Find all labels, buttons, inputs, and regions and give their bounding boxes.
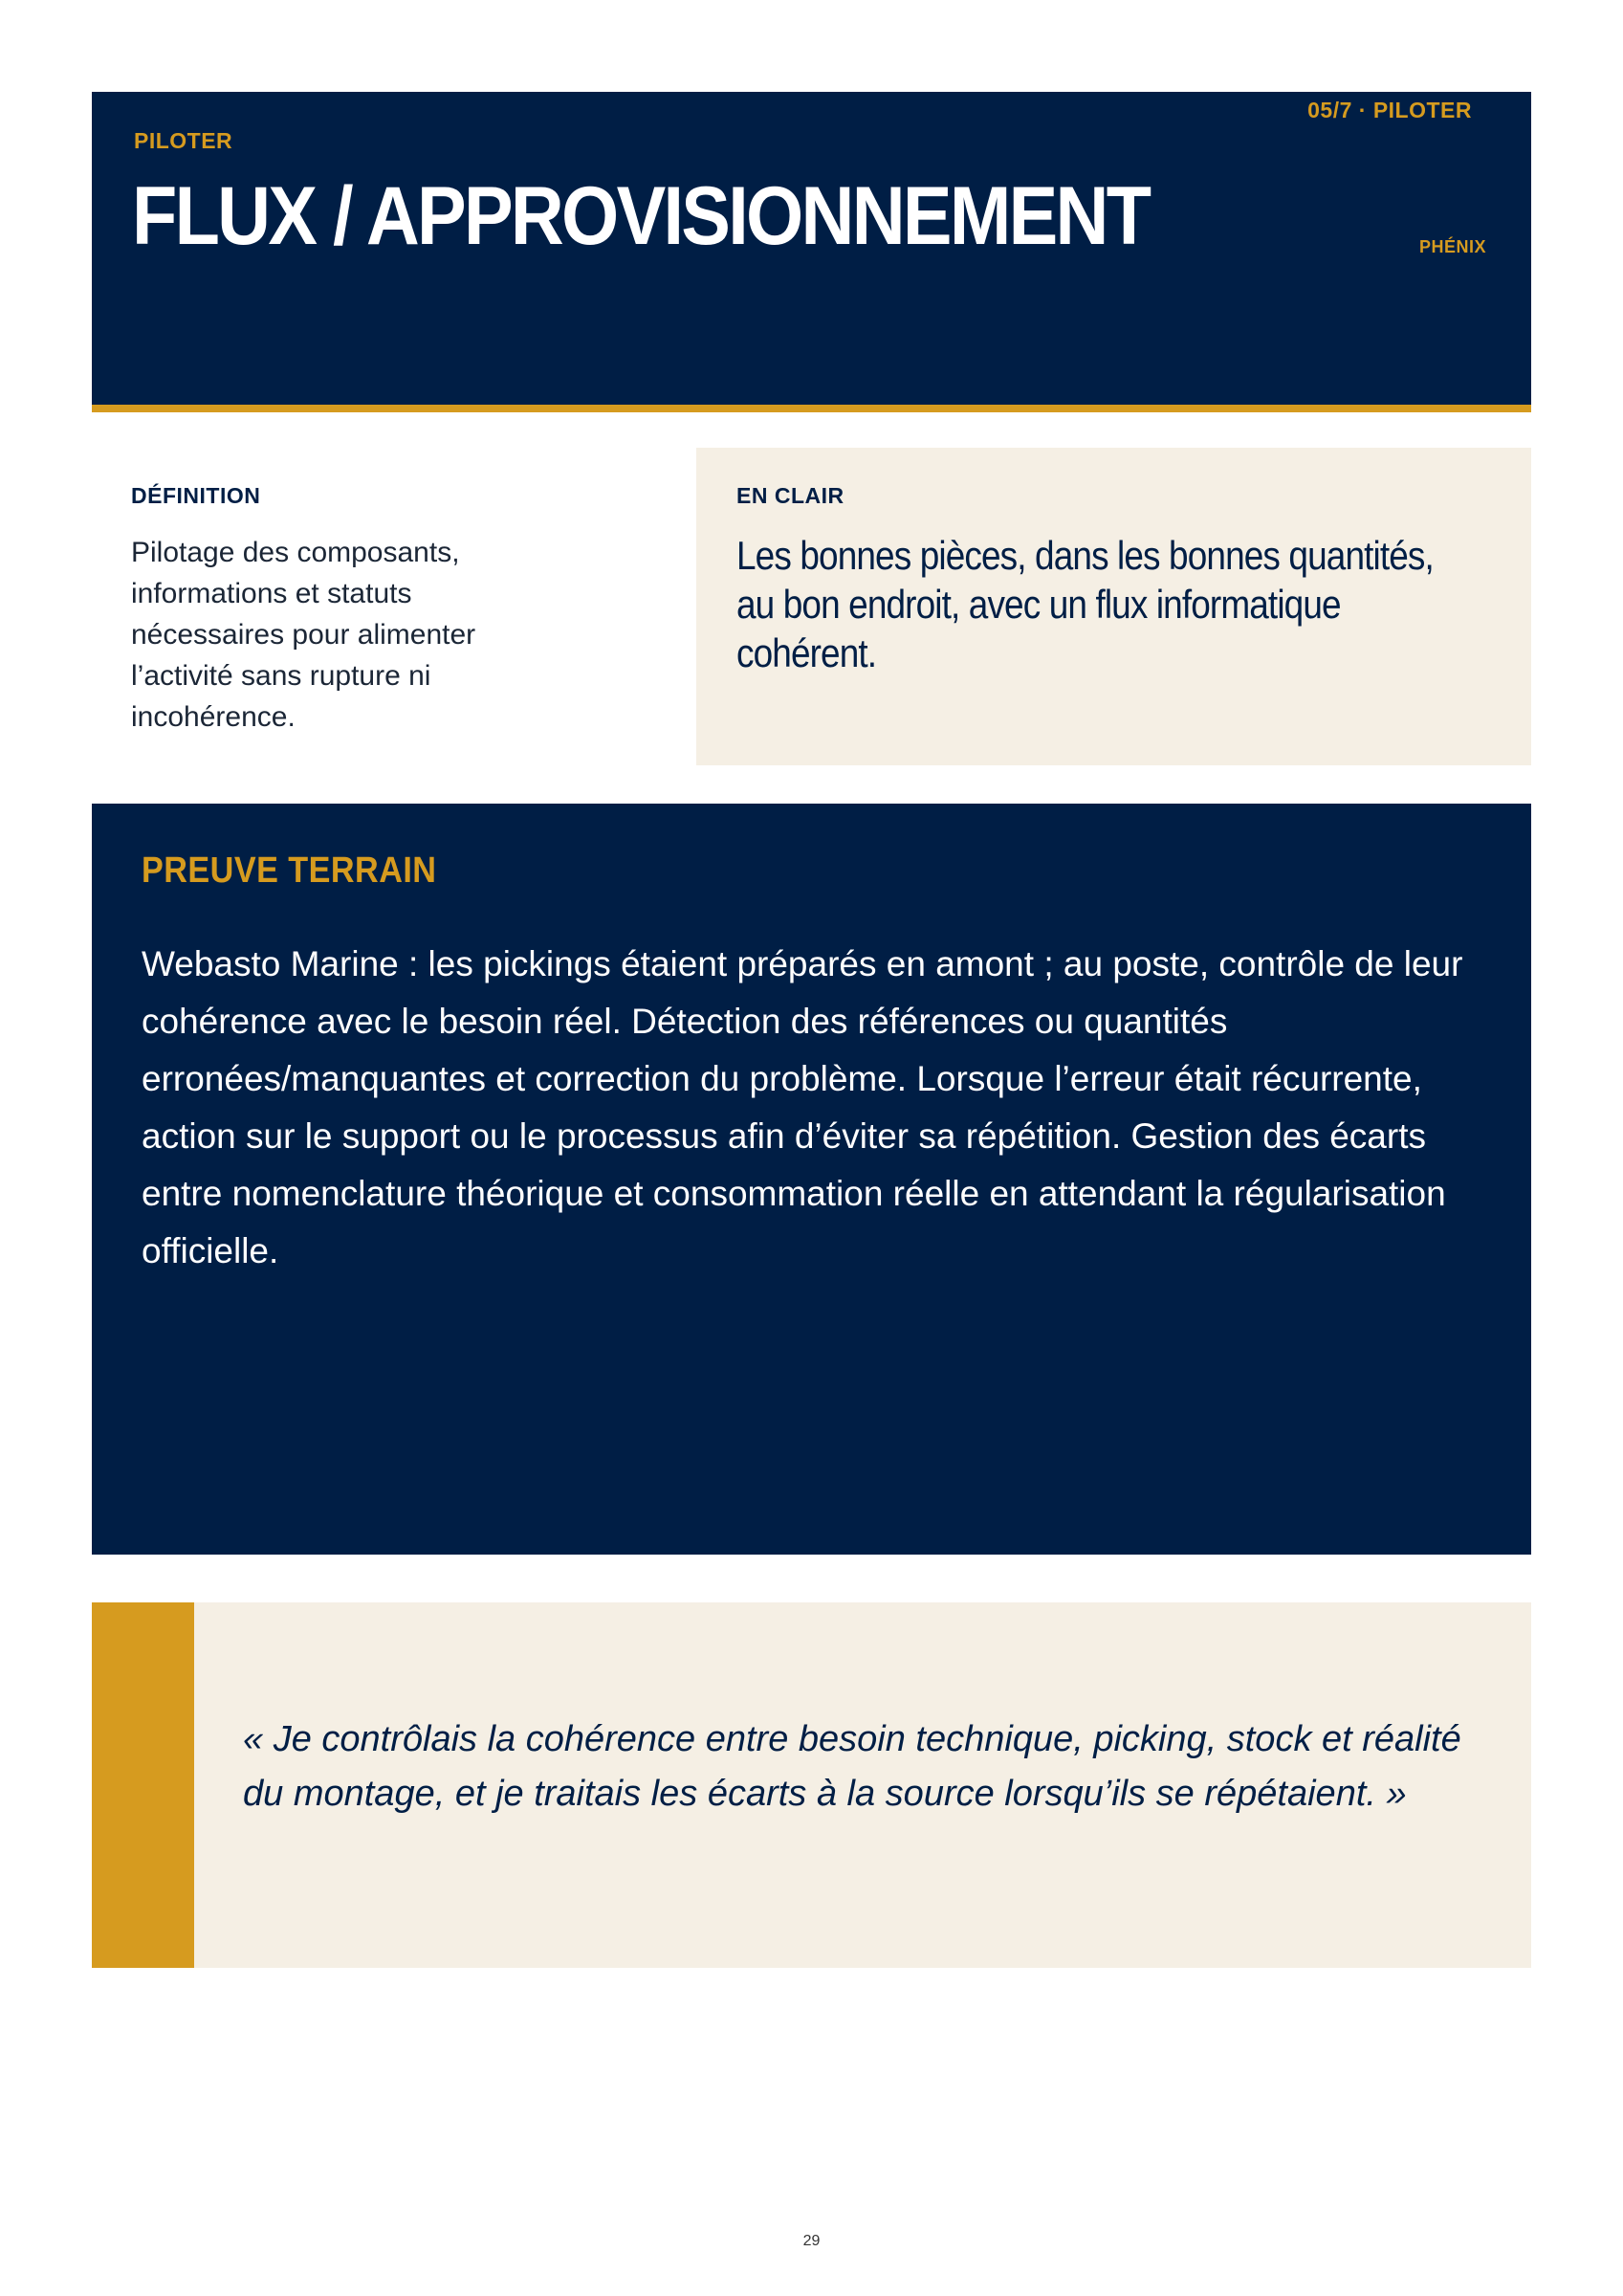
en-clair-label: EN CLAIR bbox=[736, 483, 844, 508]
quote-text: « Je contrôlais la cohérence entre besoin technique, picking, stock et réalité du montage, et je traitais les écarts à la source lorsqu’ils se répétaient. » bbox=[243, 1719, 1461, 1814]
page-number: 29 bbox=[802, 2233, 821, 2249]
page-title: FLUX / APPROVISIONNEMENT bbox=[132, 170, 1150, 262]
chapter-counter: 05/7 · PILOTER bbox=[1307, 98, 1472, 122]
section-kicker: PILOTER bbox=[134, 128, 233, 153]
preuve-terrain-label: PREUVE TERRAIN bbox=[142, 850, 437, 891]
preuve-terrain-text: Webasto Marine : les pickings étaient préparés en amont ; au poste, contrôle de leur cohérence avec le besoin réel. Détection des références ou quantités erronées/manquantes et correction du problème. Lorsque l’erreur était récurrente, action sur le support ou le processus afin d’éviter sa répétition. Gestion des écarts entre nomenclature théorique et consommation réelle en attendant la régularisation officielle. bbox=[142, 944, 1463, 1270]
header-divider bbox=[92, 405, 1531, 412]
brand-label: PHÉNIX bbox=[1418, 237, 1486, 256]
quote-accent-bar bbox=[92, 1602, 194, 1968]
definition-label: DÉFINITION bbox=[131, 483, 261, 508]
definition-text: Pilotage des composants, informations et statuts nécessaires pour alimenter l’activité sans rupture ni incohérence. bbox=[131, 537, 476, 733]
en-clair-text: Les bonnes pièces, dans les bonnes quantités, au bon endroit, avec un flux informatique cohérent. bbox=[736, 533, 1434, 675]
